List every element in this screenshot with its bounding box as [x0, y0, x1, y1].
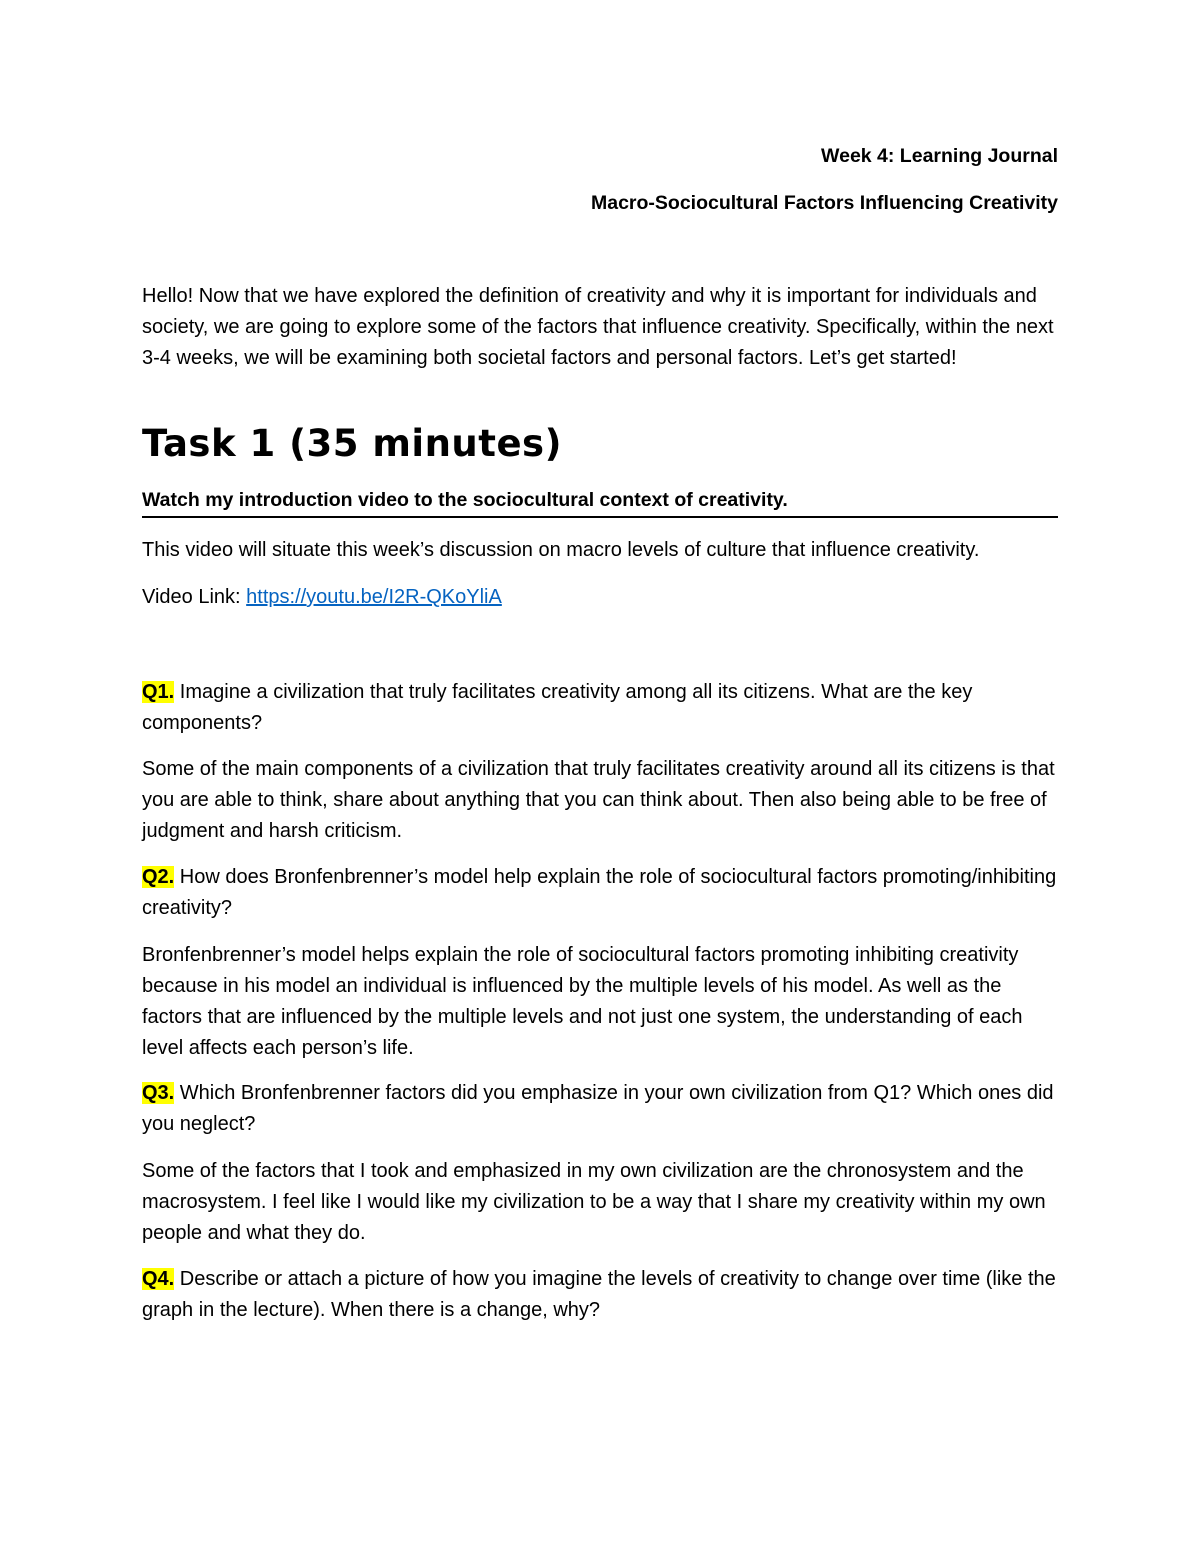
intro-paragraph: Hello! Now that we have explored the definition of creativity and why it is important for individuals and society, we are going to explore some of the factors that influence creativity. Specifically, within the next 3-4 weeks, we will be examining both societal factors and personal factors. Let’s get started! [142, 285, 1054, 369]
task-heading: Task 1 (35 minutes) [142, 422, 562, 465]
question-text: Which Bronfenbrenner factors did you emphasize in your own civilization from Q1? Which ones did you neglect? [142, 1082, 1054, 1135]
video-link[interactable]: https://youtu.be/I2R-QKoYliA [246, 586, 502, 608]
video-link-label: Video Link: [142, 586, 247, 608]
video-description: This video will situate this week’s discussion on macro levels of culture that influence creativity. [142, 539, 980, 561]
answer-2: Bronfenbrenner’s model helps explain the role of sociocultural factors promoting inhibiting creativity because in his model an individual is influenced by the multiple levels of his model. As well as the factors that are influenced by the multiple levels and not just one system, the understanding of each level affects each person’s life. [142, 944, 1023, 1059]
task-instruction: Watch my introduction video to the sociocultural context of creativity. [142, 487, 1058, 518]
question-label: Q2. [142, 866, 175, 888]
question-4 [142, 1264, 1058, 1326]
week-title: Week 4: Learning Journal [821, 145, 1058, 167]
question-label: Q4. [142, 1268, 175, 1290]
answer-3: Some of the factors that I took and emphasized in my own civilization are the chronosystem and the macrosystem. I feel like I would like my civilization to be a way that I share my creativity within my own people and what they do. [142, 1160, 1046, 1244]
question-text: How does Bronfenbrenner’s model help explain the role of sociocultural factors promoting/inhibiting creativity? [142, 866, 1057, 919]
question-2 [142, 862, 1058, 924]
answer-1: Some of the main components of a civilization that truly facilitates creativity around all its citizens is that you are able to think, share about anything that you can think about. Then also being able to be free of judgment and harsh criticism. [142, 758, 1055, 842]
question-label: Q1. [142, 681, 175, 703]
question-text: Describe or attach a picture of how you imagine the levels of creativity to change over time (like the graph in the lecture). When there is a change, why? [142, 1268, 1056, 1321]
question-3 [142, 1078, 1058, 1140]
question-text: Imagine a civilization that truly facilitates creativity among all its citizens. What are the key components? [142, 681, 973, 734]
topic-title: Macro-Sociocultural Factors Influencing Creativity [590, 192, 1058, 214]
question-label: Q3. [142, 1082, 175, 1104]
question-1 [142, 677, 1058, 739]
video-link-row [142, 582, 1058, 612]
